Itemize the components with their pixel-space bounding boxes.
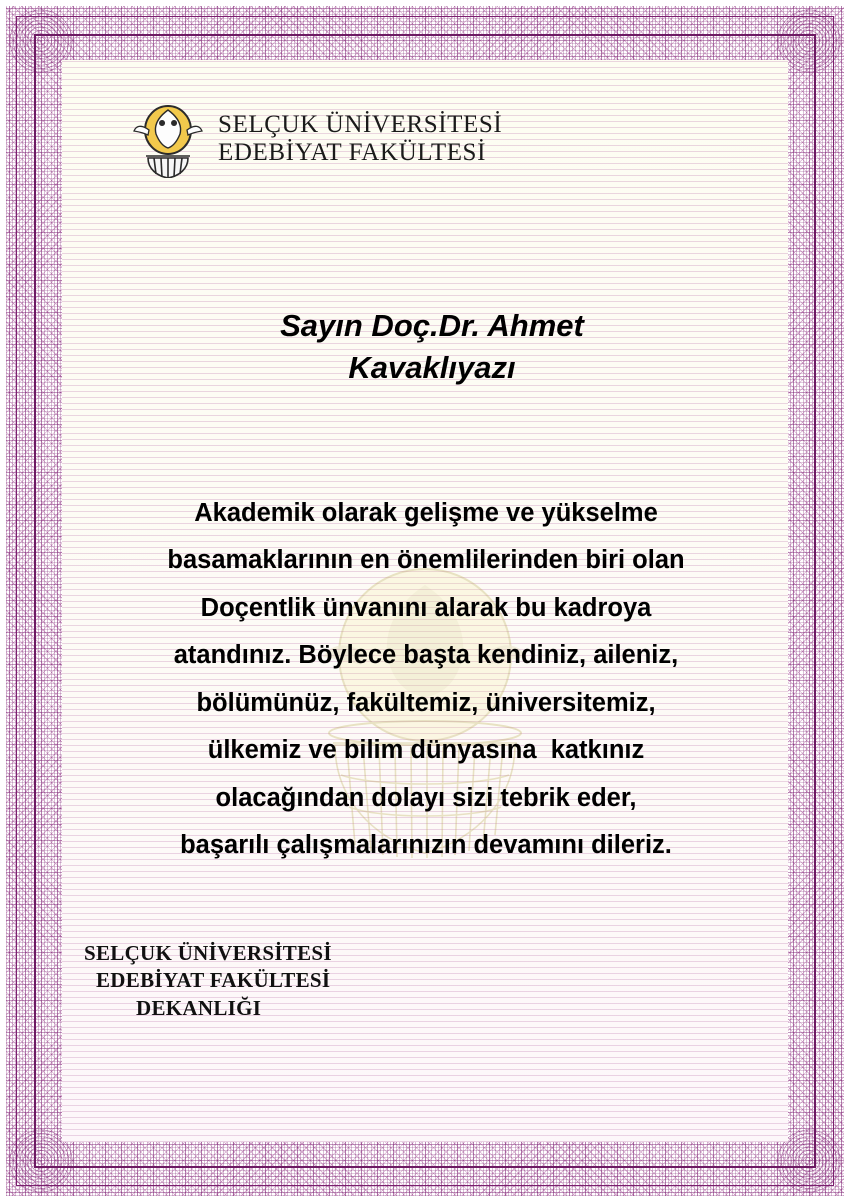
document-header (132, 100, 502, 178)
message-line: basamaklarının en önemlilerinden biri olan (167, 546, 685, 575)
message-line: atandınız. Böylece başta kendiniz, aileniz, (173, 641, 679, 670)
recipient-line-2: Kavaklıyazı (348, 349, 516, 385)
message-line: bölümünüz, fakültemiz, üniversitemiz, (196, 688, 656, 717)
recipient-line-1: Sayın Doç.Dr. Ahmet (280, 308, 584, 343)
message-line: ülkemiz ve bilim dünyasına katkınız (207, 736, 645, 765)
institution-line-2: EDEBİYAT FAKÜLTESİ (218, 139, 486, 166)
message-line: olacağından dolayı sizi tebrik eder, (215, 783, 637, 812)
signature-block (84, 940, 332, 1022)
institution-line-1: SELÇUK ÜNİVERSİTESİ (218, 111, 503, 138)
message-line: Akademik olarak gelişme ve yükselme (194, 499, 658, 527)
institution-name (218, 111, 502, 167)
message-body (102, 490, 750, 869)
signature-line-2: EDEBİYAT FAKÜLTESİ (96, 968, 331, 993)
signature-line-3: DEKANLIĞI (136, 995, 262, 1020)
university-logo-icon (132, 100, 204, 178)
recipient-name (182, 305, 682, 388)
message-line: başarılı çalışmalarınızın devamını dileriz. (180, 830, 672, 859)
message-line: Doçentlik ünvanını alarak bu kadroya (200, 593, 652, 622)
certificate-body (62, 60, 788, 1142)
signature-line-1: SELÇUK ÜNİVERSİTESİ (84, 941, 332, 965)
